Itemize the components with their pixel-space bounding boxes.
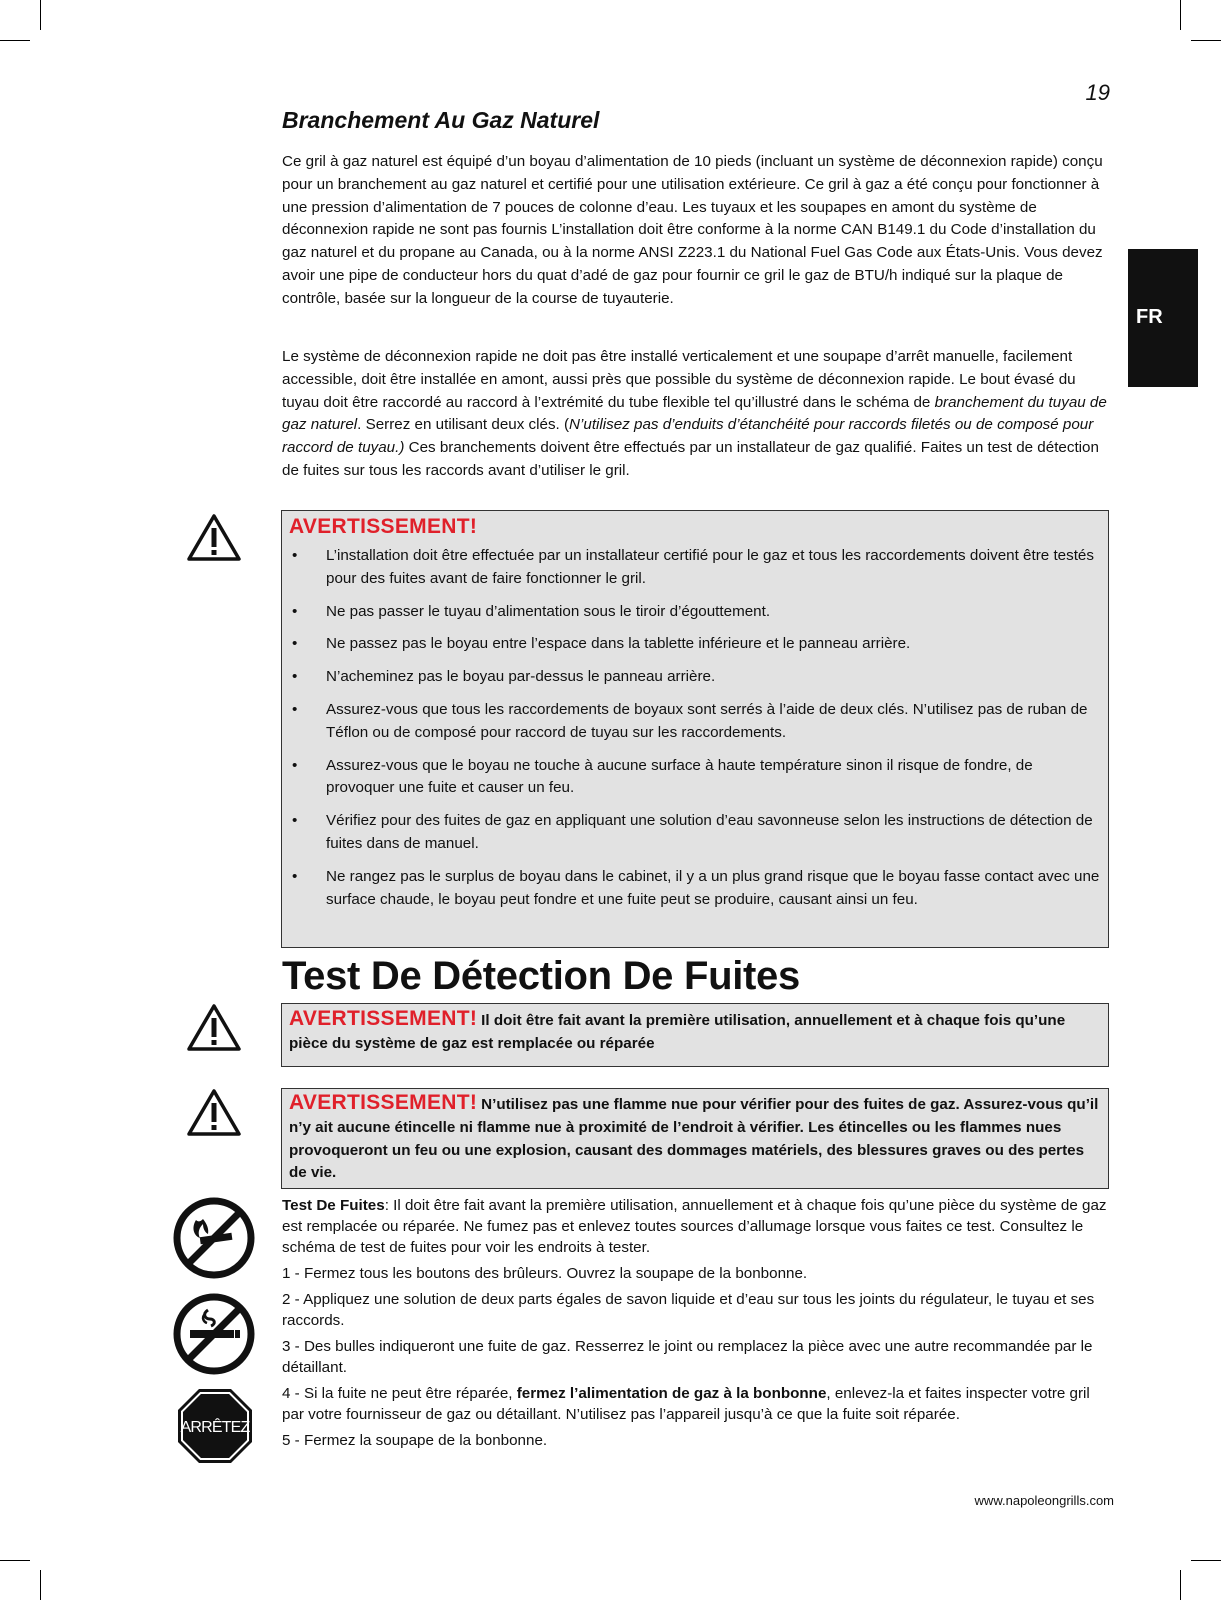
paragraph: Ce gril à gaz naturel est équipé d’un boyau d’alimentation de 10 pieds (incluant un système de déconnexion rapide) conçu pour un branchement au gaz naturel et certifié pour une utilisation extérieure. Ce gril à gaz a été conçu pour fonctionner à une pression d’alimentation de 7 pouces de colonne d’eau. Les tuyaux et les soupapes en amont du système de déconnexion rapide ne sont pas fournis L’installation doit être conforme à la norme CAN B149.1 du Code d’installation du gaz naturel et du propane au Canada, ou à la norme ANSI Z223.1 du National Fuel Gas Code aux États-Unis. Vous devez avoir une pipe de conducteur hors du quat d’adé de gaz pour fournir ce gril le gaz de BTU/h indiqué sur la plaque de contrôle, basée sur la longueur de la course de tuyauterie. bbox=[282, 153, 1103, 307]
list-item bbox=[289, 666, 1102, 689]
leak-test-intro bbox=[282, 1195, 1112, 1258]
step: 3 - Des bulles indiqueront une fuite de gaz. Resserrez le joint ou remplacez la pièce avec une autre recommandée par le détaillant. bbox=[282, 1338, 1093, 1376]
warning-body: Il doit être fait avant la première utilisation, annuellement et à chaque fois qu’une pièce du système de gaz est remplacée ou réparée bbox=[289, 1012, 1066, 1052]
bullet: • bbox=[292, 700, 298, 718]
step-emphasis: fermez l’alimentation de gaz à la bonbonne bbox=[516, 1385, 827, 1402]
warning-list bbox=[289, 545, 1102, 911]
warning-box bbox=[281, 1003, 1109, 1067]
warning-text bbox=[289, 1008, 1102, 1056]
list-item-text: N’acheminez pas le boyau par-dessus le panneau arrière. bbox=[326, 668, 716, 686]
warning-title: AVERTISSEMENT! bbox=[289, 1091, 478, 1114]
step-text: 4 - Si la fuite ne peut être réparée, bbox=[282, 1385, 517, 1402]
step: 5 - Fermez la soupape de la bonbonne. bbox=[282, 1432, 548, 1449]
step: 1 - Fermez tous les boutons des brûleurs. Ouvrez la soupape de la bonbonne. bbox=[282, 1265, 808, 1282]
list-item-text: Vérifiez pour des fuites de gaz en appliquant une solution d’eau savonneuse selon les instructions de détection de fuites dans de manuel. bbox=[326, 812, 1093, 852]
step-text: , enlevez-la et faites inspecter votre gril par votre fournisseur de gaz ou détaillant. N’utilisez pas l’appareil jusqu’à ce que la fuite soit réparée. bbox=[282, 1385, 1090, 1423]
paragraph-emphasis: branchement du tuyau de gaz naturel bbox=[282, 393, 1107, 434]
step bbox=[282, 1383, 1112, 1425]
crop-mark bbox=[1180, 0, 1181, 30]
list-item-text: Ne passez pas le boyau entre l’espace dans la tablette inférieure et le panneau arrière. bbox=[326, 635, 911, 653]
no-open-flame-icon bbox=[172, 1196, 256, 1280]
bullet: • bbox=[292, 668, 298, 686]
paragraph-text: Le système de déconnexion rapide ne doit pas être installé verticalement et une soupape d’arrêt manuelle, facilement accessible, doit être installée en amont, aussi près que possible du système de déconnexion rapide. Le bout évasé du tuyau doit être raccordé au raccord à l’extrémité du tube flexible tel qu’illustré dans le schéma de bbox=[282, 348, 1076, 411]
leak-test-steps bbox=[282, 1195, 1112, 1456]
crop-mark bbox=[0, 1560, 30, 1561]
leak-test-label: Test De Fuites bbox=[282, 1197, 385, 1214]
crop-mark bbox=[1191, 1560, 1221, 1561]
warning-triangle-icon bbox=[186, 1088, 242, 1138]
section-heading: Branchement Au Gaz Naturel bbox=[282, 107, 600, 133]
bullet: • bbox=[292, 602, 298, 620]
warning-text bbox=[289, 1092, 1102, 1185]
list-item-text: Assurez-vous que le boyau ne touche à aucune surface à haute température sinon il risque de fondre, de provoquer une fuite et causer un feu. bbox=[326, 756, 1033, 797]
bullet: • bbox=[292, 547, 298, 564]
footer-url[interactable]: www.napoleongrills.com bbox=[974, 1493, 1114, 1508]
stop-sign-icon bbox=[176, 1387, 254, 1465]
bullet: • bbox=[292, 635, 298, 653]
language-tab bbox=[1128, 249, 1198, 387]
crop-mark bbox=[40, 1570, 41, 1600]
warning-title: AVERTISSEMENT! bbox=[289, 1007, 478, 1030]
list-item-text: Ne rangez pas le surplus de boyau dans le cabinet, il y a un plus grand risque que le boyau fasse contact avec une surface chaude, le boyau peut fondre et une fuite peut se produire, causant ainsi un feu. bbox=[326, 867, 1100, 908]
list-item-text: Assurez-vous que tous les raccordements de boyaux sont serrés à l’aide de deux clés. N’utilisez pas de ruban de Téflon ou de composé pour raccord de tuyau sur les raccordements. bbox=[326, 700, 1088, 741]
list-item-text: L’installation doit être effectuée par un installateur certifié pour le gaz et tous les raccordements doivent être testés pour des fuites avant de faire fonctionner le gril. bbox=[326, 547, 1094, 587]
list-item bbox=[289, 866, 1102, 912]
bullet: • bbox=[292, 812, 298, 830]
warning-title: AVERTISSEMENT! bbox=[289, 515, 478, 538]
leak-test-intro-text: : Il doit être fait avant la première utilisation, annuellement et à chaque fois qu’une pièce du système de gaz est remplacée ou réparée. Ne fumez pas et enlevez toutes sources d’allumage lorsque vous faites ce test. Consultez le schéma de test de fuites pour voir les endroits à tester. bbox=[282, 1197, 1107, 1256]
page-number: 19 bbox=[1085, 80, 1110, 105]
list-item bbox=[289, 601, 1102, 624]
list-item bbox=[289, 755, 1102, 801]
language-tab-label: FR bbox=[1136, 306, 1163, 328]
warning-box bbox=[281, 510, 1109, 948]
list-item bbox=[289, 545, 1102, 591]
page-title: Test De Détection De Fuites bbox=[282, 954, 800, 998]
bullet: • bbox=[292, 756, 298, 774]
crop-mark bbox=[0, 40, 30, 41]
crop-mark bbox=[40, 0, 41, 30]
warning-triangle-icon bbox=[186, 1003, 242, 1053]
paragraph-text: . Serrez en utilisant deux clés. ( bbox=[357, 416, 570, 434]
warning-box bbox=[281, 1088, 1109, 1189]
list-item-text: Ne pas passer le tuyau d’alimentation sous le tiroir d’égouttement. bbox=[326, 602, 771, 620]
warning-body: N’utilisez pas une flamme nue pour vérifier pour des fuites de gaz. Assurez-vous qu’il n’y ait aucune étincelle ni flamme nue à proximité de l’endroit à vérifier. Les étincelles ou les flammes nues provoqueront un feu ou une explosion, causant des dommages matériels, des blessures graves ou des pertes de vie. bbox=[289, 1096, 1099, 1182]
list-item bbox=[289, 633, 1102, 656]
stop-sign-text: ARRÊTEZ bbox=[180, 1419, 250, 1436]
list-item bbox=[289, 699, 1102, 745]
crop-mark bbox=[1180, 1570, 1181, 1600]
list-item bbox=[289, 810, 1102, 856]
step: 2 - Appliquez une solution de deux parts égales de savon liquide et d’eau sur tous les joints du régulateur, le tuyau et ses raccords. bbox=[282, 1291, 1095, 1329]
no-smoking-icon bbox=[172, 1292, 256, 1376]
warning-triangle-icon bbox=[186, 513, 242, 563]
paragraph-text: Ces branchements doivent être effectués par un installateur de gaz qualifié. Faites un test de détection de fuites sur tous les raccords avant d’utiliser le gril. bbox=[282, 439, 1099, 479]
crop-mark bbox=[1191, 40, 1221, 41]
bullet: • bbox=[292, 867, 298, 885]
paragraph bbox=[282, 346, 1112, 483]
paragraph-emphasis: N’utilisez pas d’enduits d’étanchéité pour raccords filetés ou de composé pour raccord de tuyau.) bbox=[282, 416, 1094, 457]
